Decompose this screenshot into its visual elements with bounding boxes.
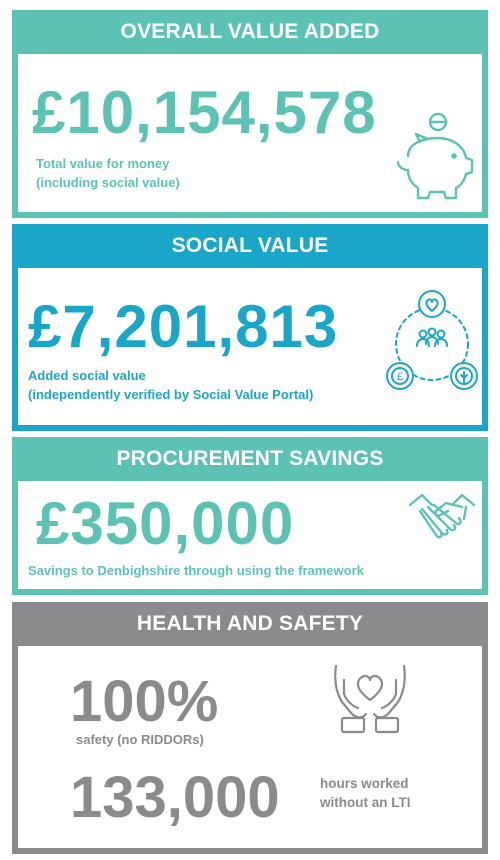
social-value-caption-line1: Added social value xyxy=(28,368,146,383)
hands-heart-icon xyxy=(328,660,412,738)
procurement-savings-body xyxy=(12,481,488,595)
social-value-panel xyxy=(12,224,488,431)
procurement-savings-caption: Savings to Denbighshire through using the framework xyxy=(28,563,364,578)
overall-value-caption-line1: Total value for money xyxy=(36,156,170,171)
overall-value-header: OVERALL VALUE ADDED xyxy=(120,20,380,43)
safety-percentage: 100% xyxy=(70,669,219,734)
overall-value-caption-line2: (including social value) xyxy=(36,175,180,190)
overall-value-body xyxy=(12,54,488,218)
svg-text:£: £ xyxy=(396,371,404,383)
handshake-icon xyxy=(406,489,478,553)
overall-value-amount: £10,154,578 xyxy=(32,79,377,146)
piggy-bank-icon xyxy=(386,112,476,204)
hours-worked-caption xyxy=(320,774,410,812)
social-value-header: SOCIAL VALUE xyxy=(171,234,329,257)
social-value-caption xyxy=(28,366,313,404)
procurement-savings-header: PROCUREMENT SAVINGS xyxy=(116,447,384,470)
hours-worked-value: 133,000 xyxy=(70,765,280,830)
health-safety-header: HEALTH AND SAFETY xyxy=(136,612,364,635)
social-value-amount: £7,201,813 xyxy=(28,293,339,360)
health-safety-panel xyxy=(12,602,488,854)
hours-worked-caption-line1: hours worked xyxy=(320,776,409,791)
procurement-savings-panel xyxy=(12,437,488,595)
social-value-body xyxy=(12,268,488,431)
social-value-caption-line2: (independently verified by Social Value Portal) xyxy=(28,387,314,402)
hours-worked-caption-line2: without an LTI xyxy=(320,795,411,810)
community-cycle-icon xyxy=(382,288,482,398)
procurement-savings-amount: £350,000 xyxy=(36,490,295,557)
health-safety-body xyxy=(12,646,488,854)
overall-value-caption xyxy=(36,154,180,192)
overall-value-panel xyxy=(12,10,488,218)
safety-caption: safety (no RIDDORs) xyxy=(76,732,204,747)
